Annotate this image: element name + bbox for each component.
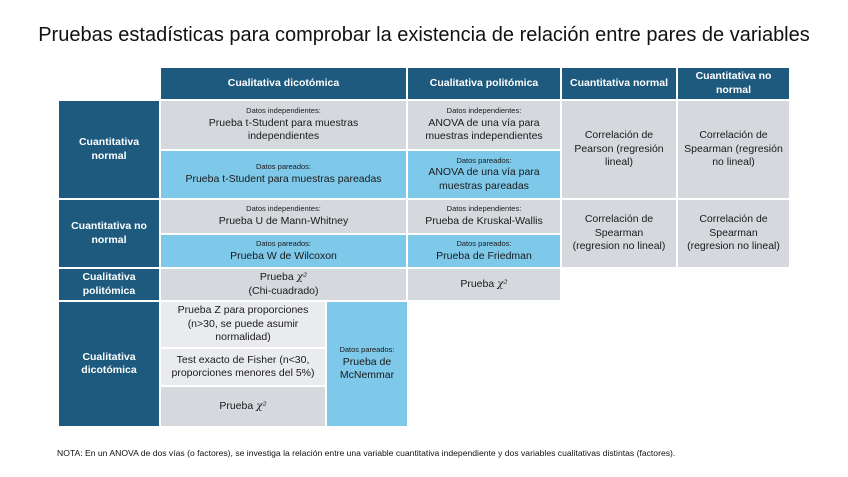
cell-dicotomica-chi-cuadrado [161,387,325,426]
test-name: Prueba de Kruskal-Wallis [425,215,543,228]
cell-dicotomica-fisher: Test exacto de Fisher (n<30, proporciones menores del 5%) [161,349,325,385]
cell-no-normal-politomica-pareados [408,235,560,267]
cell-politomica-politomica [408,269,560,300]
test-subtitle: (Chi-cuadrado) [248,284,319,297]
cell-politomica-dicotomica [161,269,406,300]
test-name: Prueba de McNemmar [339,355,395,382]
chi-square-symbol: χ² [497,277,508,290]
cell-normal-dicotomica-independientes [161,101,406,149]
cell-no-normal-normal: Correlación de Spearman (regresion no lineal) [562,200,676,267]
cell-dicotomica-mcnemmar [327,302,407,426]
prueba-label: Prueba [219,399,254,412]
label-pareados: Datos pareados: [456,238,512,248]
cell-normal-politomica-independientes [408,101,560,149]
test-name: Prueba U de Mann-Whitney [218,215,349,228]
label-pareados: Datos pareados: [255,162,312,172]
cell-no-normal-politomica-independientes [408,200,560,233]
test-name: Prueba de Friedman [436,249,532,262]
test-name: Prueba t-Student para muestras pareadas [185,173,382,186]
test-name: ANOVA de una vía para muestras independientes [425,116,543,143]
cell-normal-dicotomica-pareados [161,151,406,198]
page-title: Pruebas estadísticas para comprobar la existencia de relación entre pares de variables [38,24,810,46]
cell-normal-normal: Correlación de Pearson (regresión lineal) [562,101,676,198]
cell-no-normal-dicotomica-independientes [161,200,406,233]
row-header-cualitativa-politomica: Cualitativa politómica [59,269,159,300]
col-header-cualitativa-politomica: Cualitativa politómica [408,68,560,99]
test-name: ANOVA de una vía para muestras pareadas [428,166,540,192]
label-independientes: Datos independientes: [246,106,321,116]
label-pareados: Datos pareados: [339,345,395,355]
test-name: Prueba t-Student para muestras independientes [208,116,359,143]
cell-dicotomica-prueba-z: Prueba Z para proporciones (n>30, se puede asumir normalidad) [161,302,325,347]
cell-no-normal-dicotomica-pareados [161,235,406,267]
prueba-label: Prueba [460,277,495,290]
cell-no-normal-no-normal: Correlación de Spearman (regresion no lineal) [678,200,789,267]
label-independientes: Datos independientes: [446,106,522,116]
prueba-label: Prueba [259,271,294,284]
label-pareados: Datos pareados: [255,238,312,248]
test-name [460,278,507,291]
label-independientes: Datos independientes: [446,204,522,214]
test-name [219,400,266,413]
row-header-cualitativa-dicotomica: Cualitativa dicotómica [59,302,159,426]
label-pareados: Datos pareados: [456,155,512,165]
cell-normal-no-normal: Correlación de Spearman (regresión no lineal) [678,101,789,198]
col-header-cuantitativa-normal: Cuantitativa normal [562,68,676,99]
test-name: Prueba W de Wilcoxon [230,249,337,262]
chi-square-symbol: χ² [296,271,308,284]
col-header-cuantitativa-no-normal: Cuantitativa no normal [678,68,789,99]
cell-normal-politomica-pareados [408,151,560,198]
col-header-cualitativa-dicotomica: Cualitativa dicotómica [161,68,406,99]
test-name [260,271,307,284]
row-header-cuantitativa-normal: Cuantitativa normal [59,101,159,198]
chi-square-symbol: χ² [256,399,267,412]
footnote: NOTA: En un ANOVA de dos vías (o factores), se investiga la relación entre una variable cuantitativa independiente y dos variables cualitativas distintas (factores). [57,448,676,458]
label-independientes: Datos independientes: [246,204,321,214]
row-header-cuantitativa-no-normal: Cuantitativa no normal [59,200,159,267]
